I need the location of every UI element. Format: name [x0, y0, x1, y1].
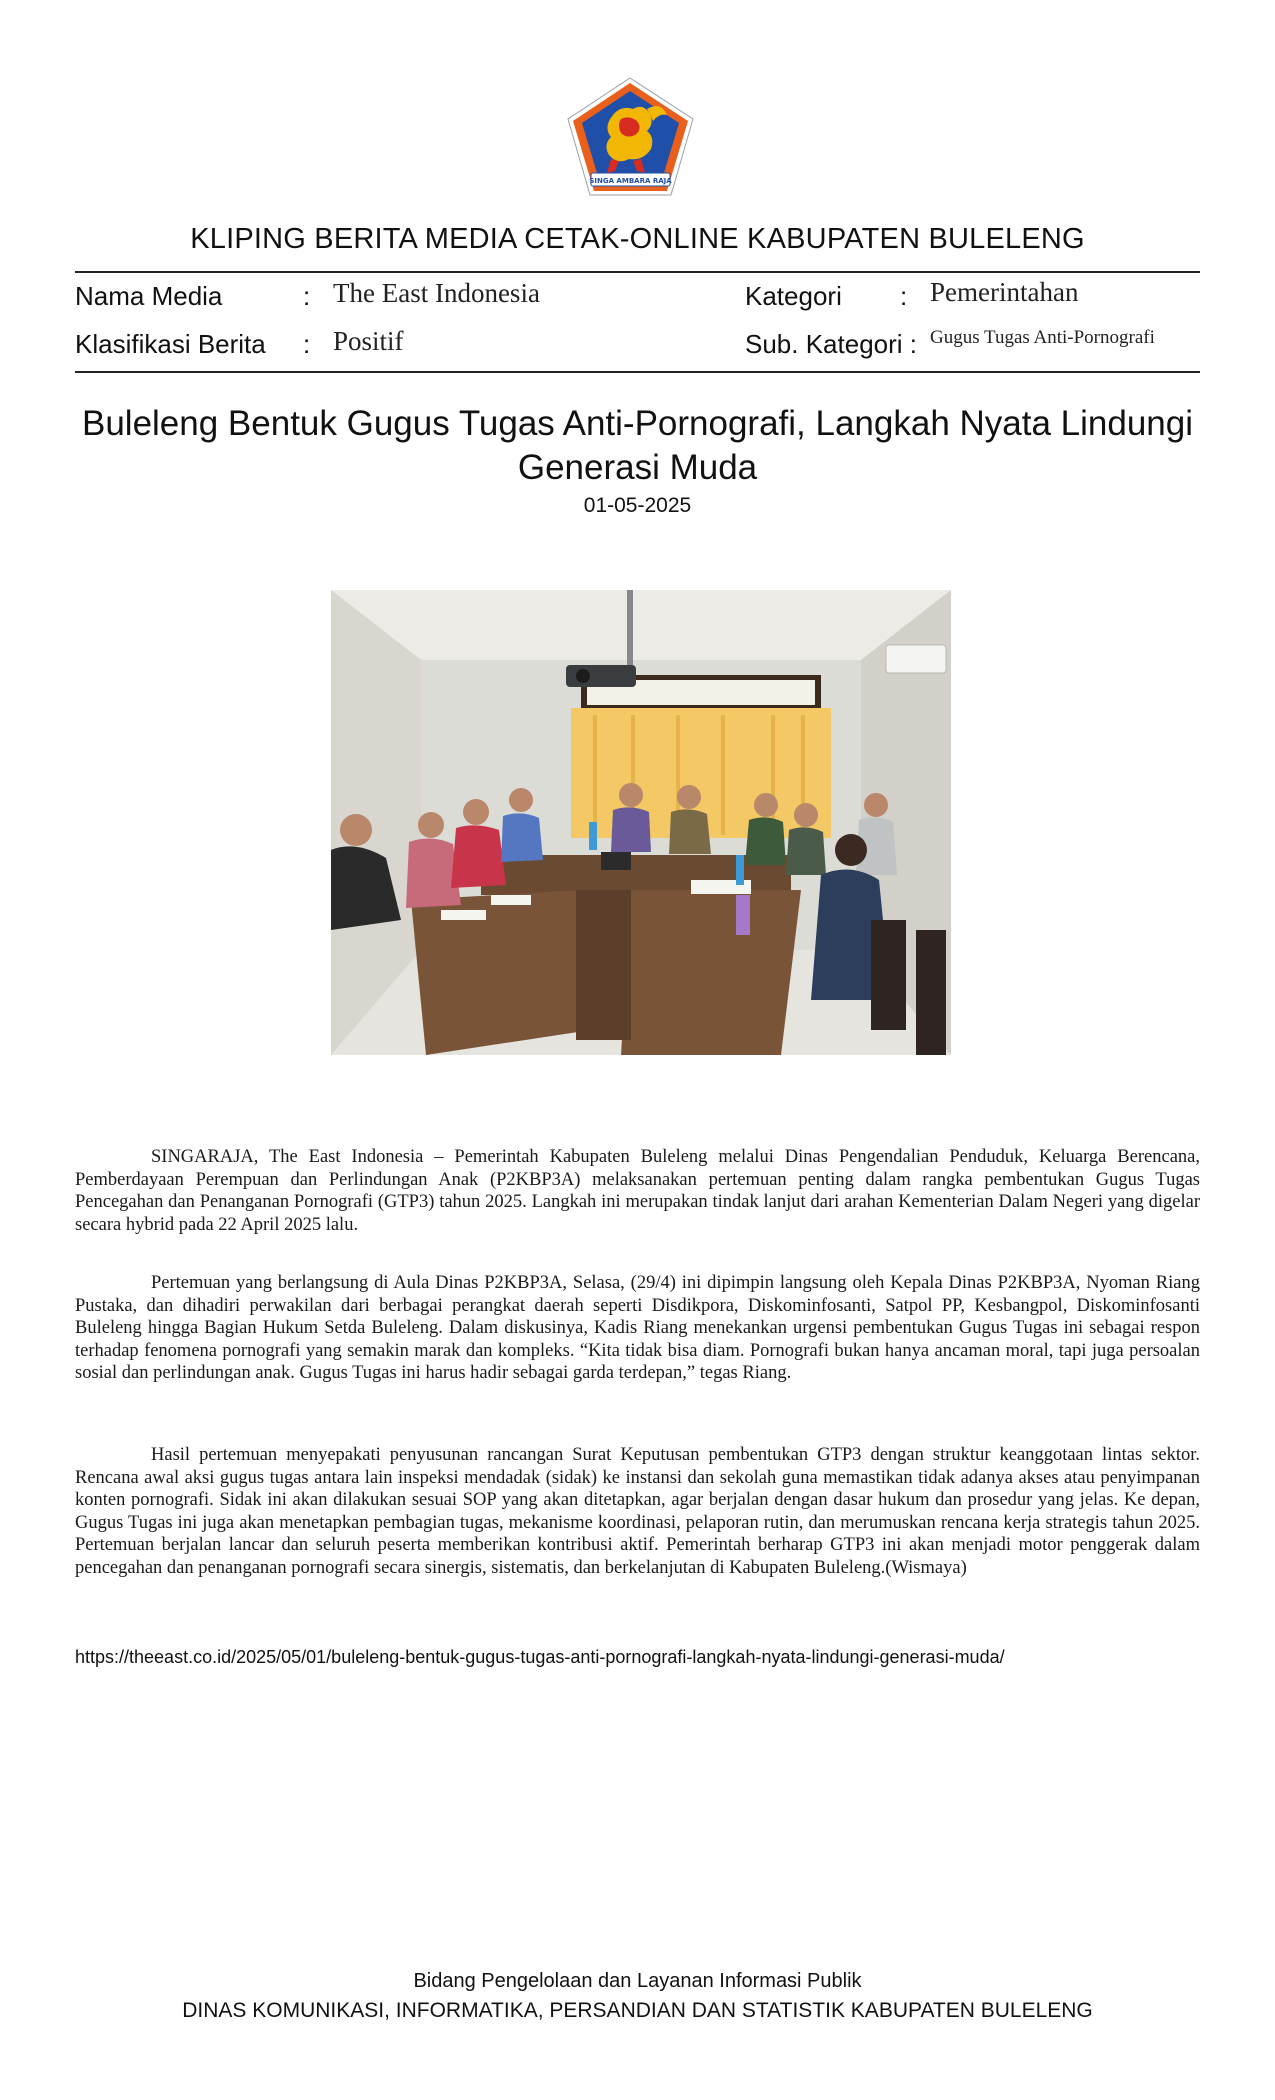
classification-colon: : [303, 329, 311, 359]
media-value: The East Indonesia [333, 278, 540, 308]
source-url[interactable]: https://theeast.co.id/2025/05/01/buleleng-bentuk-gugus-tugas-anti-pornografi-langkah-nyata-lindungi-generasi-muda/ [75, 1647, 1005, 1667]
article-paragraph: SINGARAJA, The East Indonesia – Pemerintah Kabupaten Buleleng melalui Dinas Pengendalian Penduduk, Keluarga Berencana, Pemberdayaan Perempuan dan Perlindungan Anak (P2KBP3A) melaksanakan pertemuan penting dalam rangka pembentukan Gugus Tugas Pencegahan dan Penanganan Pornografi (GTP3) tahun 2025. Langkah ini merupakan tindak lanjut dari arahan Kementerian Dalam Negeri yang digelar secara hybrid pada 22 April 2025 lalu. [75, 1147, 1200, 1235]
clipping-title: KLIPING BERITA MEDIA CETAK-ONLINE KABUPATEN BULELENG [190, 223, 1085, 255]
article-headline: Buleleng Bentuk Gugus Tugas Anti-Pornografi, Langkah Nyata Lindungi Generasi Muda [81, 404, 1194, 487]
crest-caption: SINGA AMBARA RAJA [589, 177, 672, 185]
category-value: Pemerintahan [930, 277, 1079, 307]
buleleng-crest-icon [563, 75, 698, 201]
category-label: Kategori [745, 281, 842, 311]
meeting-photo [331, 590, 951, 1055]
top-divider [75, 271, 1200, 273]
article-paragraph: Pertemuan yang berlangsung di Aula Dinas P2KBP3A, Selasa, (29/4) ini dipimpin langsung oleh Kepala Dinas P2KBP3A, Nyoman Riang Pustaka, dan dihadiri perwakilan dari berbagai perangkat daerah seperti Disdikpora, Diskominfosanti, Satpol PP, Kesbangpol, Diskominfosanti Buleleng hingga Bagian Hukum Setda Buleleng. Dalam diskusinya, Kadis Riang menekankan urgensi pembentukan Gugus Tugas ini sebagai respon terhadap fenomena pornografi yang semakin marak dan kompleks. “Kita tidak bisa diam. Pornografi bukan hanya ancaman moral, tapi juga persoalan sosial dan perlindungan anak. Gugus Tugas ini harus hadir sebagai garda terdepan,” tegas Riang. [75, 1273, 1200, 1383]
classification-label: Klasifikasi Berita [75, 329, 266, 359]
footer-agency: DINAS KOMUNIKASI, INFORMATIKA, PERSANDIAN DAN STATISTIK KABUPATEN BULELENG [182, 1999, 1093, 2022]
classification-value: Positif [333, 326, 404, 356]
footer-division: Bidang Pengelolaan dan Layanan Informasi Publik [413, 1970, 862, 1992]
subcategory-value: Gugus Tugas Anti-Pornografi [930, 327, 1155, 348]
subcategory-label: Sub. Kategori : [745, 329, 917, 359]
article-paragraph: Hasil pertemuan menyepakati penyusunan rancangan Surat Keputusan pembentukan GTP3 dengan struktur keanggotaan lintas sektor. Rencana awal aksi gugus tugas antara lain inspeksi mendadak (sidak) ke instansi dan sekolah guna memastikan tidak adanya akses atau penyimpanan konten pornografi. Sidak ini akan dilakukan sesuai SOP yang akan ditetapkan, agar berjalan dengan dasar hukum dan prosedur yang jelas. Ke depan, Gugus Tugas ini juga akan menetapkan pembagian tugas, mekanisme koordinasi, pelaporan rutin, dan merumuskan rencana kerja strategis tahun 2025. Pertemuan berjalan lancar dan seluruh peserta memberikan kontribusi aktif. Pemerintah berharap GTP3 ini akan menjadi motor penggerak dalam pencegahan dan penanganan pornografi secara sinergis, sistematis, dan berkelanjutan di Kabupaten Buleleng.(Wismaya) [75, 1445, 1200, 1578]
media-colon: : [303, 281, 311, 311]
category-colon: : [900, 281, 908, 311]
article-date: 01-05-2025 [583, 494, 692, 517]
bottom-divider [75, 371, 1200, 373]
media-label: Nama Media [75, 281, 223, 311]
